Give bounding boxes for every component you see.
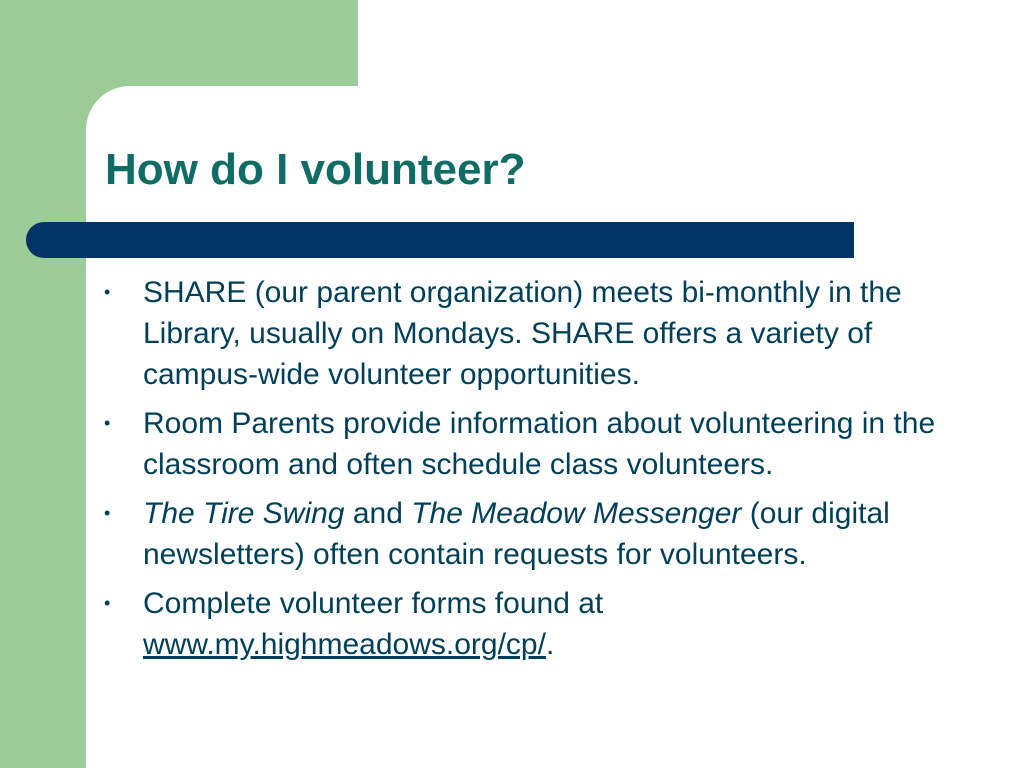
bullet-marker: • <box>104 593 111 613</box>
bullet-text-connector: and <box>344 497 412 530</box>
bullet-list <box>100 272 980 673</box>
slide-title: How do I volunteer? <box>105 145 526 194</box>
bullet-text: (our digital newsletters) often contain requests for volunteers. <box>143 497 890 571</box>
volunteer-forms-link[interactable]: www.my.highmeadows.org/cp/ <box>143 628 546 661</box>
newsletter-title-tire-swing: The Tire Swing <box>143 497 345 530</box>
title-underline-bar <box>26 222 854 258</box>
bullet-text: Room Parents provide information about volunteering in the classroom and often schedule class volunteers. <box>143 407 936 481</box>
bullet-item-share-meetings <box>100 272 980 395</box>
bullet-marker: • <box>104 282 111 302</box>
bullet-marker: • <box>104 503 111 523</box>
bullet-item-room-parents <box>100 403 980 485</box>
bullet-marker: • <box>104 413 111 433</box>
bullet-item-newsletters <box>100 493 980 575</box>
bullet-item-volunteer-forms <box>100 583 980 665</box>
bullet-text: SHARE (our parent organization) meets bi-monthly in the Library, usually on Mondays. SHARE offers a variety of campus-wide volunteer opportunities. <box>143 276 902 391</box>
bullet-text: Complete volunteer forms found at <box>143 587 604 620</box>
newsletter-title-meadow-messenger: The Meadow Messenger <box>411 497 742 530</box>
bullet-text-suffix: . <box>545 628 555 661</box>
